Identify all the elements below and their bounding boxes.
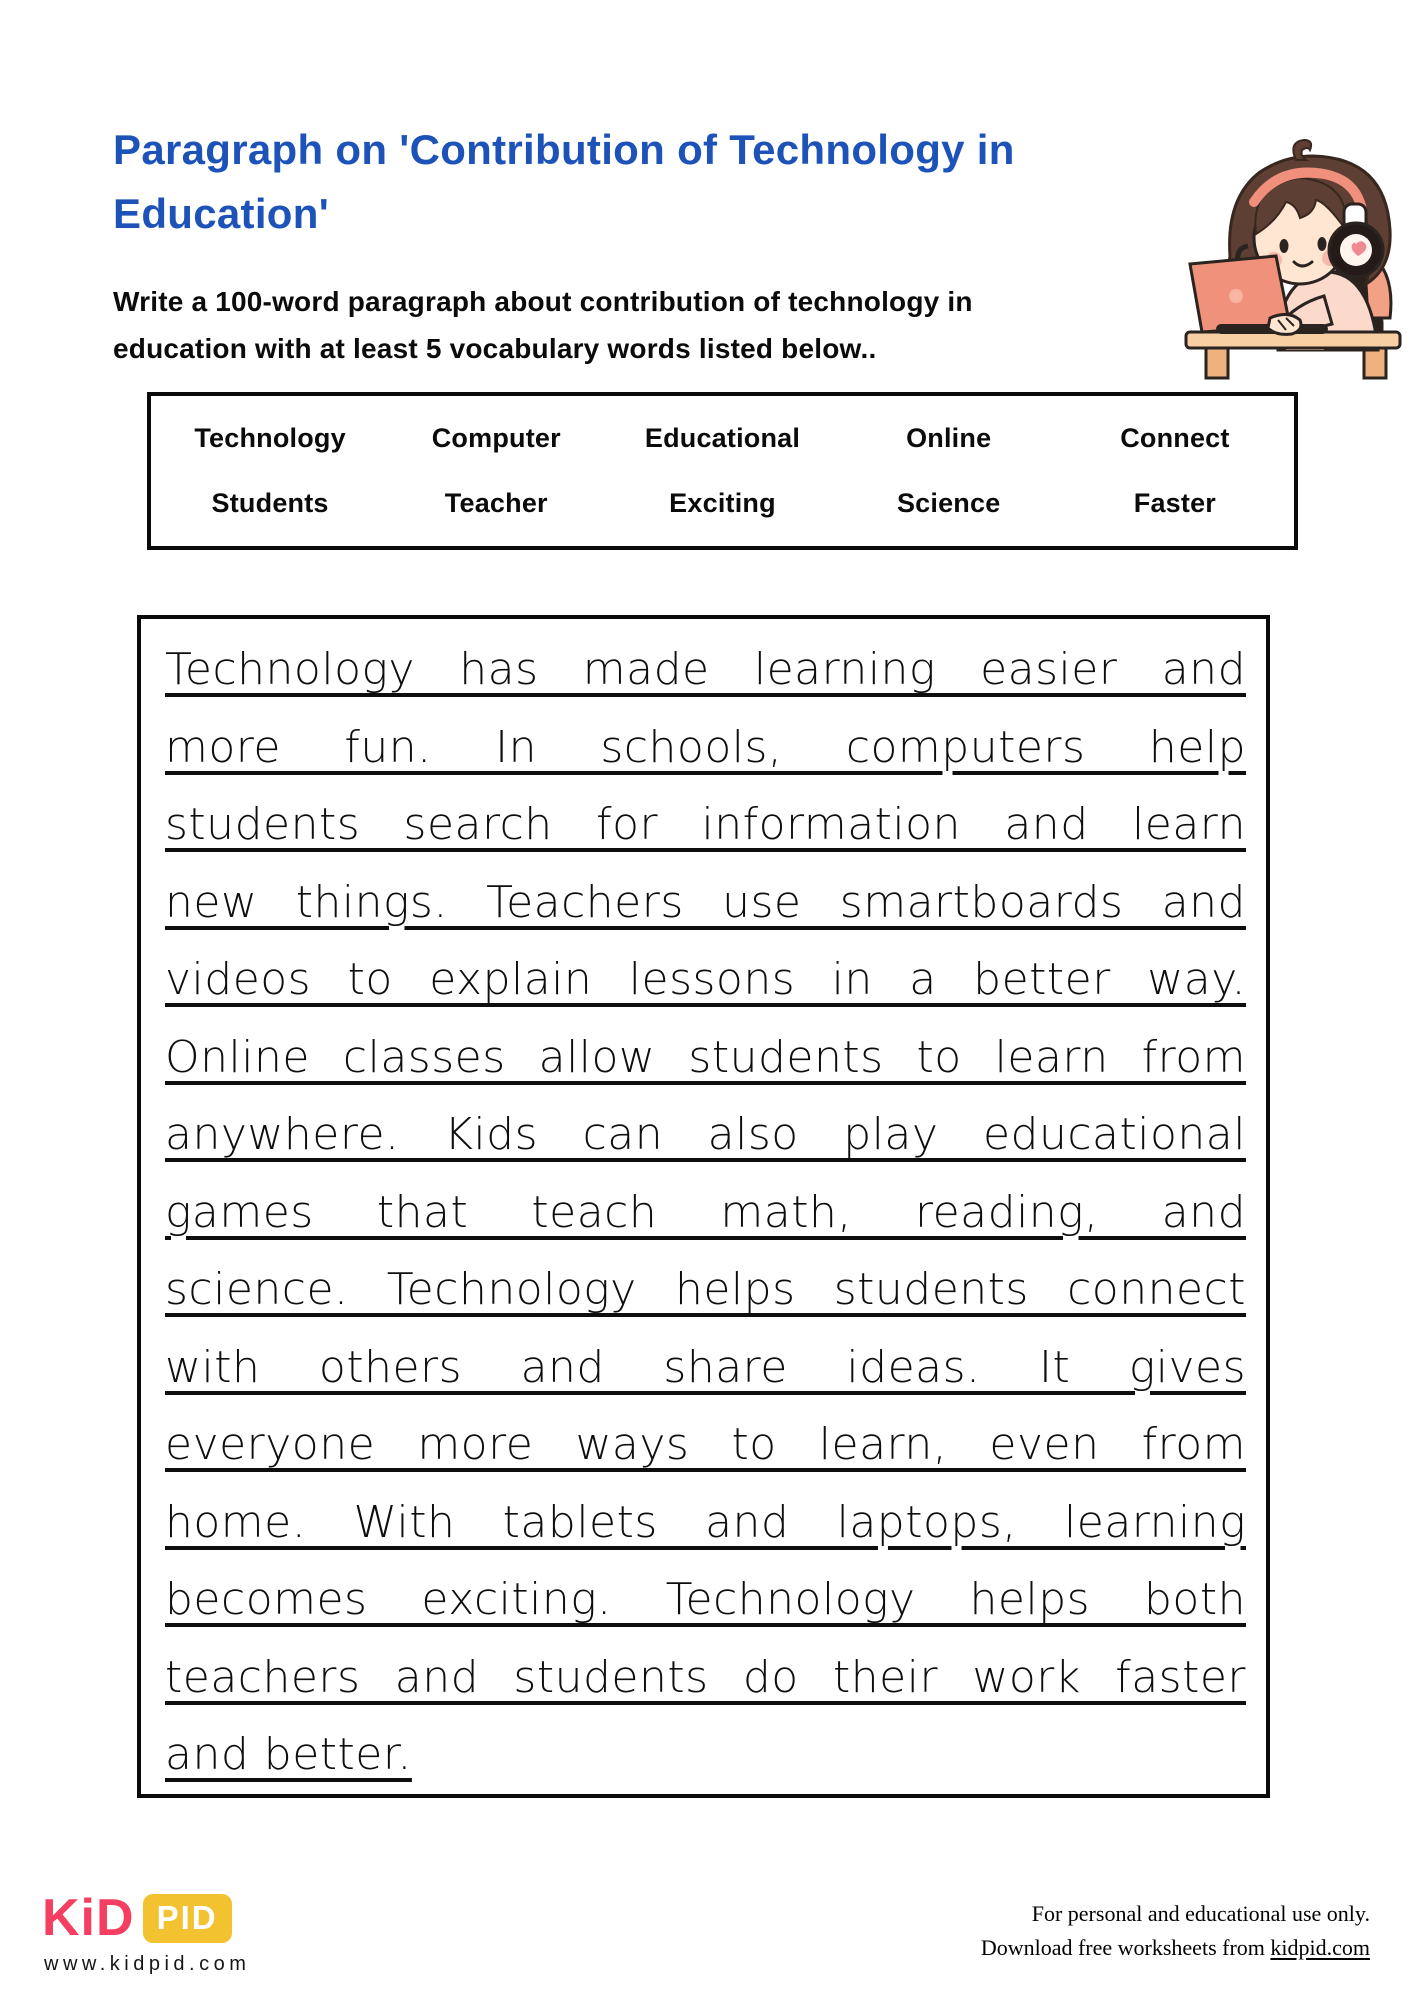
kidpid-logo-kid: KiD <box>42 1889 135 1947</box>
usage-note-line2-text: Download free worksheets from <box>980 1935 1271 1960</box>
instruction-line2: education with at least 5 vocabulary words listed below.. <box>113 333 877 364</box>
paragraph-line: games that teach math, reading, and <box>165 1186 1246 1238</box>
vocab-word-teacher: Teacher <box>444 488 548 518</box>
usage-note <box>981 1897 1370 1965</box>
usage-note-line2 <box>981 1931 1370 1965</box>
instruction-text <box>113 278 973 372</box>
kidpid-link[interactable]: kidpid.com <box>1270 1935 1370 1960</box>
paragraph-line: becomes exciting. Technology helps both <box>165 1574 1246 1625</box>
girl-laptop-illustration <box>1128 118 1412 380</box>
vocab-word-technology: Technology <box>194 423 346 453</box>
paragraph-line: and better. <box>165 1729 412 1780</box>
paragraph-line: with others and share ideas. It gives <box>165 1341 1246 1393</box>
paragraph-line: Technology has made learning easier and <box>165 644 1246 695</box>
paragraph-line: new things. Teachers use smartboards and <box>165 876 1246 928</box>
paragraph-line: teachers and students do their work faster <box>165 1651 1246 1703</box>
website-url: www.kidpid.com <box>44 1953 251 1975</box>
vocabulary-box <box>147 392 1298 550</box>
paragraph-line: more fun. In schools, computers help <box>165 721 1246 773</box>
usage-note-line1: For personal and educational use only. <box>1031 1901 1370 1926</box>
kidpid-logo <box>42 1888 232 1948</box>
kidpid-logo-pid: PID <box>143 1894 232 1943</box>
paragraph-line: Online classes allow students to learn from <box>165 1031 1246 1083</box>
page-title <box>113 118 1015 246</box>
paragraph-line: home. With tablets and laptops, learning <box>165 1496 1246 1548</box>
paragraph-line: students search for information and learn <box>165 799 1246 850</box>
vocab-word-computer: Computer <box>431 423 561 453</box>
instruction-line1: Write a 100-word paragraph about contribution of technology in <box>113 286 973 317</box>
page-title-line1: Paragraph on 'Contribution of Technology in <box>113 126 1015 173</box>
vocab-word-online: Online <box>906 423 992 453</box>
paragraph-line: anywhere. Kids can also play educational <box>165 1109 1246 1160</box>
vocab-word-educational: Educational <box>644 423 801 453</box>
paragraph-line: everyone more ways to learn, even from <box>165 1419 1246 1470</box>
paragraph-box <box>137 615 1270 1798</box>
vocab-word-students: Students <box>211 488 329 518</box>
vocab-word-science: Science <box>896 488 1001 518</box>
page-title-line2: Education' <box>113 190 329 237</box>
vocab-word-exciting: Exciting <box>669 488 776 518</box>
paragraph-line: science. Technology helps students connect <box>165 1264 1246 1315</box>
vocab-word-connect: Connect <box>1120 423 1230 453</box>
paragraph-line: videos to explain lessons in a better way. <box>165 954 1246 1005</box>
vocab-word-faster: Faster <box>1133 488 1217 518</box>
